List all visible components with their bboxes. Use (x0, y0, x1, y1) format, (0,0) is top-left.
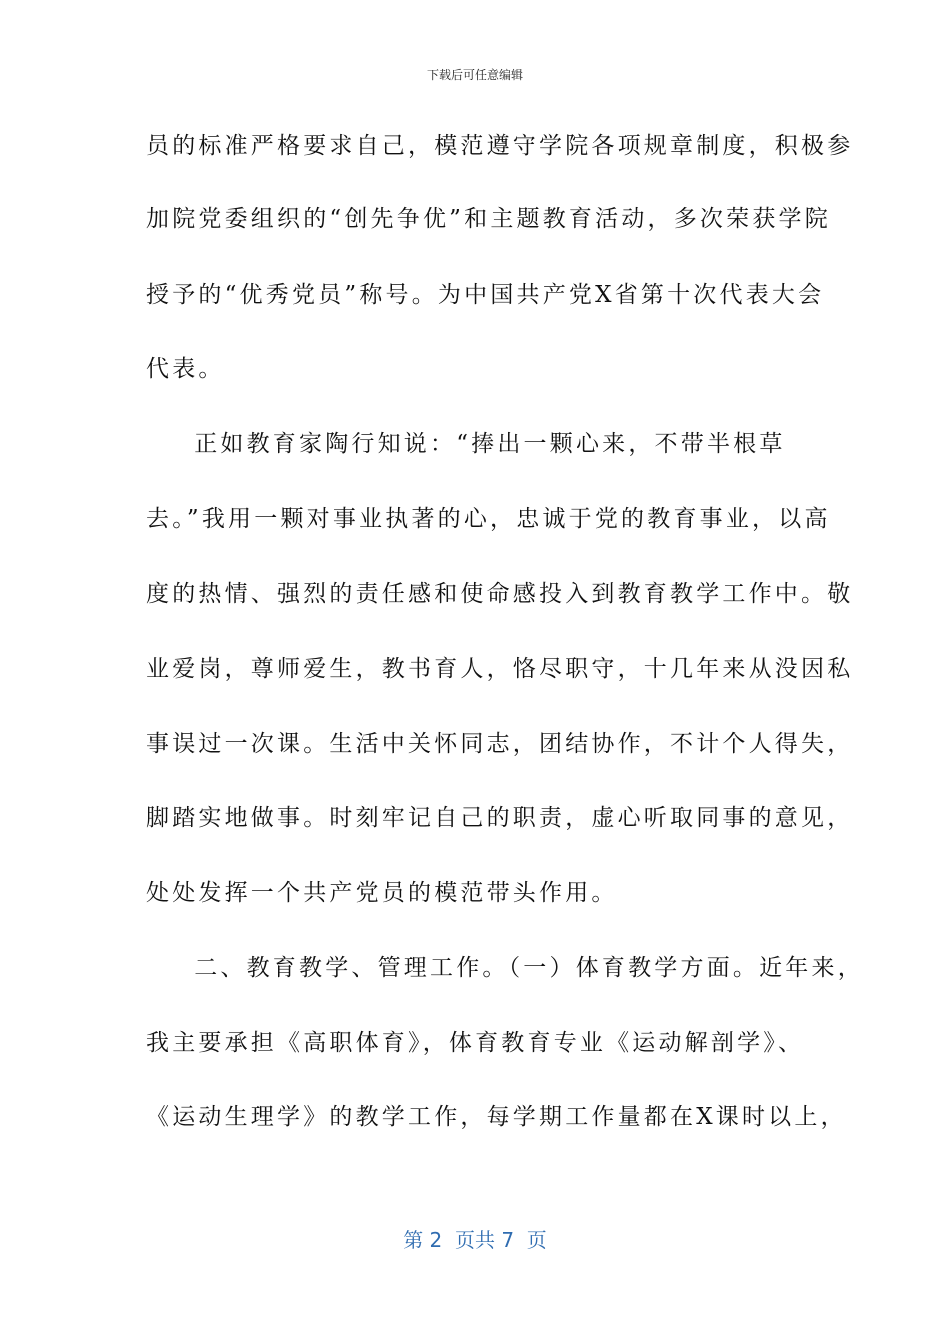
body-line-7: 度的热情、强烈的责任感和使命感投入到教育教学工作中。敬 (146, 581, 854, 607)
body-line-4: 代表。 (146, 356, 225, 382)
body-line-8: 业爱岗，尊师爱生，教书育人，恪尽职守，十几年来从没因私 (146, 656, 854, 682)
body-line-9: 事误过一次课。生活中关怀同志，团结协作，不计个人得失， (146, 731, 854, 757)
body-line-3: 授予的“优秀党员”称号。为中国共产党X省第十次代表大会 (146, 282, 825, 308)
body-line-2: 加院党委组织的“创先争优”和主题教育活动，多次荣获学院 (146, 206, 831, 232)
page-number: 第 2 页共 7 页 (403, 1228, 547, 1252)
body-line-1: 员的标准严格要求自己，模范遵守学院各项规章制度，积极参 (146, 133, 854, 159)
body-line-6: 去。”我用一颗对事业执著的心，忠诚于党的教育事业，以高 (146, 506, 831, 532)
header-note: 下载后可任意编辑 (426, 68, 523, 82)
body-line-12: 二、教育教学、管理工作。（一）体育教学方面。近年来， (168, 955, 864, 981)
body-line-5: 正如教育家陶行知说：“捧出一颗心来，不带半根草 (168, 431, 786, 457)
body-line-10: 脚踏实地做事。时刻牢记自己的职责，虚心听取同事的意见， (146, 805, 854, 831)
body-line-13: 我主要承担《高职体育》，体育教育专业《运动解剖学》、 (146, 1030, 805, 1056)
body-line-11: 处处发挥一个共产党员的模范带头作用。 (146, 880, 618, 906)
body-line-14: 《运动生理学》的教学工作，每学期工作量都在X课时以上， (146, 1104, 847, 1130)
